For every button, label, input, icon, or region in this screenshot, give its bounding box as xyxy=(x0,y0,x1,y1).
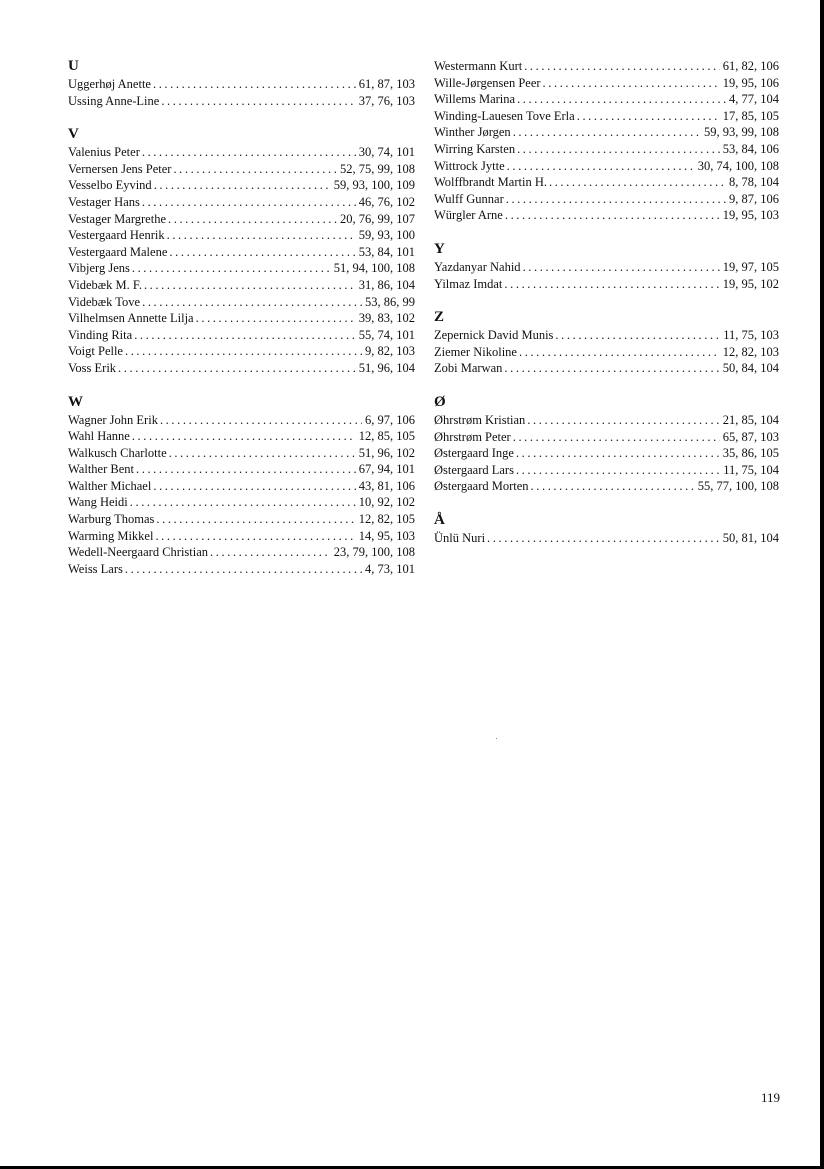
index-entry xyxy=(434,75,779,92)
index-column-right xyxy=(434,58,779,563)
dot-leader xyxy=(504,276,719,293)
entry-name: Weiss Lars xyxy=(68,561,123,576)
entry-pages: 12, 82, 103 xyxy=(722,344,779,359)
entry-pages: 12, 82, 105 xyxy=(358,512,415,527)
entry-pages: 35, 86, 105 xyxy=(722,446,779,461)
index-section xyxy=(68,126,415,376)
index-entry xyxy=(434,462,779,479)
entry-name: Vibjerg Jens xyxy=(68,261,130,276)
entry-name: Wagner John Erik xyxy=(68,412,158,427)
index-entry xyxy=(68,494,415,511)
index-column-left xyxy=(68,58,415,594)
index-section xyxy=(68,394,415,578)
dot-leader xyxy=(504,360,719,377)
index-entry xyxy=(68,412,415,429)
entry-pages: 53, 86, 99 xyxy=(365,294,415,309)
entry-pages: 53, 84, 106 xyxy=(722,141,779,156)
entry-pages: 61, 87, 103 xyxy=(358,77,415,91)
entry-pages: 50, 84, 104 xyxy=(722,361,779,376)
entry-pages: 30, 74, 100, 108 xyxy=(697,158,779,173)
index-entry xyxy=(68,211,415,228)
section-letter: Z xyxy=(434,309,445,326)
index-entry xyxy=(68,177,415,194)
entry-pages: 37, 76, 103 xyxy=(358,93,415,108)
dot-leader xyxy=(513,124,701,141)
entry-pages: 19, 95, 102 xyxy=(722,276,779,291)
dot-leader xyxy=(555,327,720,344)
dot-leader xyxy=(169,445,356,462)
entry-name: Wirring Karsten xyxy=(434,141,516,156)
entry-name: Østergaard Morten xyxy=(434,479,529,494)
entry-pages: 31, 86, 104 xyxy=(358,277,415,292)
entry-pages: 19, 95, 103 xyxy=(722,208,779,223)
entry-pages: 43, 81, 106 xyxy=(358,478,415,493)
section-letter: Y xyxy=(434,240,445,257)
entry-name: Vestager Margrethe xyxy=(68,211,166,226)
dot-leader xyxy=(527,412,719,429)
index-entry xyxy=(434,445,779,462)
dot-leader xyxy=(487,530,720,547)
entry-name: Yilmaz Imdat xyxy=(434,276,503,291)
entry-name: Østergaard Inge xyxy=(434,446,514,461)
index-entry xyxy=(434,276,779,293)
index-entry xyxy=(434,344,779,361)
entry-pages: 4, 73, 101 xyxy=(365,561,415,576)
entry-name: Winther Jørgen xyxy=(434,125,511,140)
entry-name: Vilhelmsen Annette Lilja xyxy=(68,311,194,326)
entry-pages: 11, 75, 104 xyxy=(723,462,779,477)
entry-name: Ünlü Nuri xyxy=(434,530,486,545)
index-section xyxy=(434,309,779,377)
entry-name: Würgler Arne xyxy=(434,208,503,223)
entry-pages: 11, 75, 103 xyxy=(723,328,779,343)
entry-name: Zepernick David Munis xyxy=(434,328,554,343)
entry-pages: 53, 84, 101 xyxy=(358,244,415,259)
section-letter: Å xyxy=(434,511,445,528)
index-entry xyxy=(68,478,415,495)
entry-pages: 39, 83, 102 xyxy=(358,311,415,326)
dot-leader xyxy=(517,141,720,158)
dot-leader xyxy=(118,360,356,377)
entry-name: Ziemer Nikoline xyxy=(434,344,517,359)
index-entry xyxy=(68,544,415,561)
entry-pages: 8, 78, 104 xyxy=(729,175,779,190)
entry-name: Walther Michael xyxy=(68,478,152,493)
index-entry xyxy=(434,91,779,108)
dot-leader xyxy=(132,428,356,445)
entry-name: Westermann Kurt xyxy=(434,59,523,73)
dot-leader xyxy=(156,511,355,528)
entry-pages: 46, 76, 102 xyxy=(358,194,415,209)
entry-pages: 65, 87, 103 xyxy=(722,429,779,444)
entry-pages: 51, 94, 100, 108 xyxy=(333,261,415,276)
index-entry xyxy=(68,277,415,294)
index-entry xyxy=(68,227,415,244)
index-entry xyxy=(68,161,415,178)
entry-pages: 9, 82, 103 xyxy=(365,344,415,359)
entry-name: Uggerhøj Anette xyxy=(68,77,151,91)
index-entry xyxy=(434,158,779,175)
index-entry xyxy=(434,124,779,141)
entry-name: Øhrstrøm Kristian xyxy=(434,412,526,427)
index-entry xyxy=(68,260,415,277)
dot-leader xyxy=(168,211,337,228)
entry-name: Wang Heidi xyxy=(68,495,128,510)
index-section xyxy=(68,58,415,109)
entry-name: Østergaard Lars xyxy=(434,462,514,477)
index-entry xyxy=(68,445,415,462)
entry-name: Videbæk M. F. xyxy=(68,277,142,292)
index-entry xyxy=(68,93,415,110)
entry-name: Vinding Rita xyxy=(68,327,133,342)
entry-name: Wolffbrandt Martin H. xyxy=(434,175,547,190)
entry-name: Wedell-Neergaard Christian xyxy=(68,545,209,560)
entry-name: Øhrstrøm Peter xyxy=(434,429,511,444)
index-entry xyxy=(434,429,779,446)
entry-pages: 6, 97, 106 xyxy=(365,412,415,427)
index-section xyxy=(434,512,779,547)
dot-leader xyxy=(196,310,356,327)
dot-leader xyxy=(516,445,720,462)
index-entry xyxy=(68,310,415,327)
index-entry xyxy=(434,58,779,75)
entry-name: Vestager Hans xyxy=(68,194,140,209)
entry-pages: 59, 93, 99, 108 xyxy=(704,125,779,140)
index-entry xyxy=(434,412,779,429)
index-entry xyxy=(434,327,779,344)
entry-pages: 59, 93, 100 xyxy=(358,228,415,243)
dot-leader xyxy=(543,75,720,92)
index-entry xyxy=(434,259,779,276)
dot-leader xyxy=(153,478,355,495)
dot-leader xyxy=(516,462,720,479)
dot-leader xyxy=(524,58,720,75)
entry-name: Vesselbo Eyvind xyxy=(68,178,152,193)
entry-pages: 55, 74, 101 xyxy=(358,327,415,342)
index-entry xyxy=(68,294,415,311)
entry-pages: 12, 85, 105 xyxy=(358,429,415,444)
dot-leader xyxy=(167,227,356,244)
dot-leader xyxy=(173,161,337,178)
entry-pages: 14, 95, 103 xyxy=(358,528,415,543)
dot-leader xyxy=(125,343,362,360)
entry-name: Warming Mikkel xyxy=(68,528,154,543)
dot-leader xyxy=(142,294,362,311)
page-number: 119 xyxy=(760,1090,780,1105)
entry-pages: 17, 85, 105 xyxy=(722,108,779,123)
entry-pages: 23, 79, 100, 108 xyxy=(333,545,415,560)
entry-name: Wille-Jørgensen Peer xyxy=(434,75,541,90)
index-section xyxy=(434,58,779,224)
entry-name: Walkusch Charlotte xyxy=(68,445,167,460)
index-entry xyxy=(434,174,779,191)
entry-pages: 9, 87, 106 xyxy=(729,191,779,206)
entry-name: Vestergaard Malene xyxy=(68,244,168,259)
entry-pages: 19, 95, 106 xyxy=(722,75,779,90)
entry-pages: 19, 97, 105 xyxy=(722,259,779,274)
index-entry xyxy=(68,461,415,478)
dot-leader xyxy=(144,277,356,294)
index-entry xyxy=(68,343,415,360)
dot-leader xyxy=(517,91,726,108)
index-entry xyxy=(434,207,779,224)
entry-pages: 10, 92, 102 xyxy=(358,495,415,510)
index-entry xyxy=(434,530,779,547)
dot-leader xyxy=(169,244,355,261)
section-letter: V xyxy=(68,126,79,143)
dot-leader xyxy=(154,177,331,194)
dot-leader xyxy=(577,108,720,125)
entry-pages: 51, 96, 104 xyxy=(358,360,415,375)
dot-leader xyxy=(142,194,356,211)
entry-pages: 30, 74, 101 xyxy=(358,145,415,160)
index-entry xyxy=(68,327,415,344)
entry-pages: 52, 75, 99, 108 xyxy=(340,161,415,176)
dot-leader xyxy=(505,207,720,224)
entry-pages: 20, 76, 99, 107 xyxy=(340,211,415,226)
index-entry xyxy=(434,360,779,377)
index-entry xyxy=(68,360,415,377)
entry-name: Walther Bent xyxy=(68,462,134,477)
entry-pages: 55, 77, 100, 108 xyxy=(697,479,779,494)
entry-name: Zobi Marwan xyxy=(434,361,503,376)
dot-leader xyxy=(531,478,695,495)
index-entry xyxy=(68,244,415,261)
dot-leader xyxy=(153,76,356,93)
dot-leader xyxy=(210,544,331,561)
entry-name: Ussing Anne-Line xyxy=(68,93,160,108)
dot-leader xyxy=(523,259,720,276)
index-entry xyxy=(434,108,779,125)
entry-name: Winding-Lauesen Tove Erla xyxy=(434,108,575,123)
section-letter: W xyxy=(68,393,83,410)
entry-name: Warburg Thomas xyxy=(68,512,155,527)
index-entry xyxy=(434,141,779,158)
dot-leader xyxy=(519,344,720,361)
section-letter: U xyxy=(68,58,79,74)
entry-pages: 61, 82, 106 xyxy=(722,59,779,73)
dot-leader xyxy=(125,561,362,578)
index-entry xyxy=(434,478,779,495)
entry-pages: 50, 81, 104 xyxy=(722,530,779,545)
scan-speck xyxy=(496,738,497,739)
entry-name: Yazdanyar Nahid xyxy=(434,259,521,274)
index-entry xyxy=(68,194,415,211)
index-entry xyxy=(68,428,415,445)
index-entry xyxy=(68,511,415,528)
entry-name: Voigt Pelle xyxy=(68,344,123,359)
dot-leader xyxy=(507,158,695,175)
dot-leader xyxy=(506,191,726,208)
entry-name: Vernersen Jens Peter xyxy=(68,161,172,176)
entry-pages: 51, 96, 102 xyxy=(358,445,415,460)
dot-leader xyxy=(160,412,362,429)
dot-leader xyxy=(132,260,331,277)
index-entry xyxy=(68,76,415,93)
dot-leader xyxy=(513,429,720,446)
entry-name: Wulff Gunnar xyxy=(434,191,504,206)
index-section xyxy=(434,241,779,292)
entry-pages: 59, 93, 100, 109 xyxy=(333,178,415,193)
entry-pages: 67, 94, 101 xyxy=(358,462,415,477)
dot-leader xyxy=(130,494,356,511)
entry-pages: 21, 85, 104 xyxy=(722,412,779,427)
dot-leader xyxy=(142,144,356,161)
entry-name: Willems Marina xyxy=(434,92,516,107)
scan-border-right xyxy=(820,0,824,1169)
index-entry xyxy=(68,528,415,545)
entry-name: Videbæk Tove xyxy=(68,294,141,309)
dot-leader xyxy=(134,327,356,344)
entry-name: Wittrock Jytte xyxy=(434,158,505,173)
dot-leader xyxy=(155,528,355,545)
entry-name: Valenius Peter xyxy=(68,145,140,160)
dot-leader xyxy=(161,93,355,110)
dot-leader xyxy=(549,174,726,191)
index-entry xyxy=(68,144,415,161)
entry-name: Vestergaard Henrik xyxy=(68,228,165,243)
dot-leader xyxy=(136,461,356,478)
entry-name: Voss Erik xyxy=(68,360,117,375)
section-letter: Ø xyxy=(434,393,446,410)
index-entry xyxy=(434,191,779,208)
entry-pages: 4, 77, 104 xyxy=(729,92,779,107)
entry-name: Wahl Hanne xyxy=(68,429,130,444)
index-entry xyxy=(68,561,415,578)
index-section xyxy=(434,394,779,495)
